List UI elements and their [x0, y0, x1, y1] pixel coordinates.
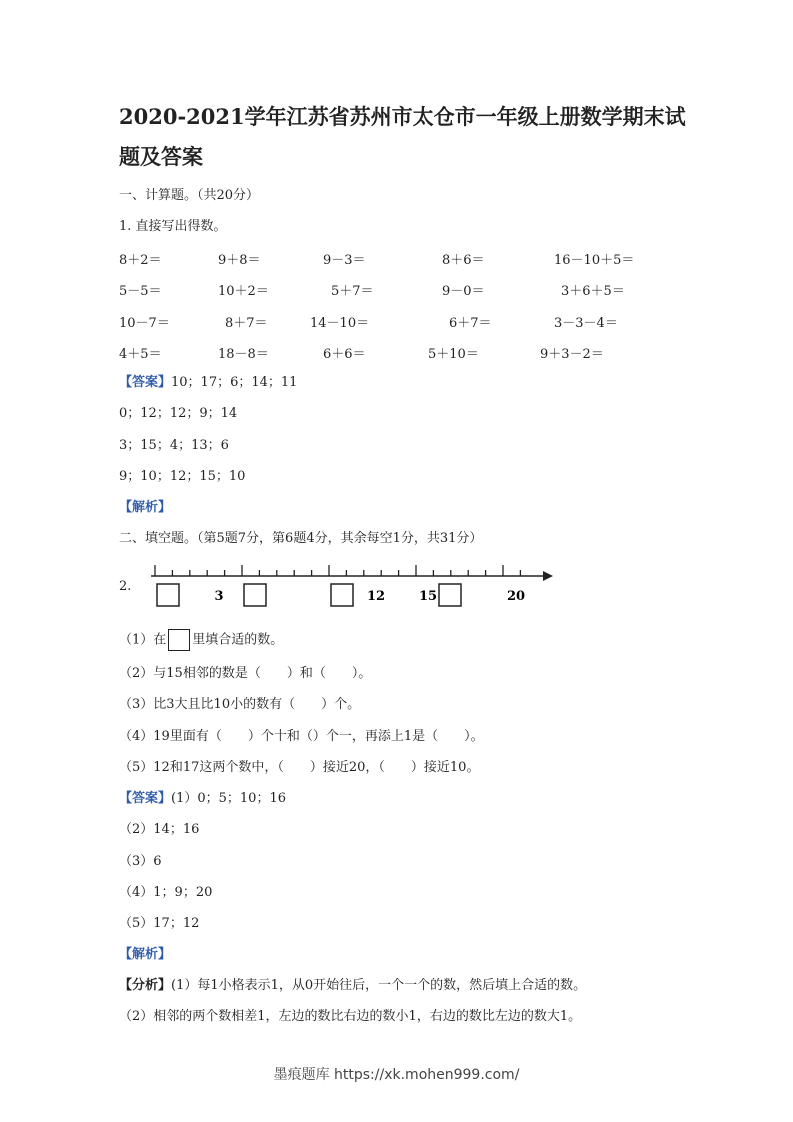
sub-question-5: （5）12和17这两个数中，（ ）接近20，（ ）接近10。: [119, 760, 480, 775]
calc-item: 16－10＋5＝: [554, 253, 635, 268]
number-line-figure: [145, 562, 557, 608]
answer-box: [168, 629, 190, 651]
calc-item: 18－8＝: [218, 347, 269, 362]
analysis-line-1: [119, 977, 586, 995]
calc-row: [0, 312, 793, 330]
calc-item: 8＋2＝: [119, 253, 162, 268]
calc-item: 9＋3－2＝: [540, 347, 604, 362]
title-line-2: 题及答案: [119, 144, 203, 169]
answer-line: 9；10；12；15；10: [119, 469, 246, 484]
answer-block-1: [119, 374, 297, 392]
calc-row: [0, 343, 793, 361]
sub-question-2: （2）与15相邻的数是（ ）和（ ）。: [119, 666, 372, 681]
analysis-tag: 【解析】: [119, 500, 172, 515]
calc-row: [0, 249, 793, 267]
answer-tag: 【答案】: [119, 375, 172, 390]
sub1-suffix: 里填合适的数。: [192, 632, 284, 648]
calc-item: 6＋7＝: [449, 316, 492, 331]
answer-tag: 【答案】: [119, 791, 172, 806]
fenxi-text: (1）每1小格表示1，从0开始往后，一个一个的数，然后填上合适的数。: [171, 978, 587, 993]
analysis-tag: 【解析】: [119, 947, 172, 962]
section2-heading: 二、填空题。（第5题7分，第6题4分，其余每空1分，共31分）: [119, 531, 483, 546]
analysis-line-2: （2）相邻的两个数相差1，左边的数比右边的数小1，右边的数比左边的数大1。: [119, 1009, 582, 1024]
number-label: 15: [418, 589, 438, 604]
answer-line: （5）17；12: [119, 916, 200, 931]
sub-question-1: [119, 629, 283, 651]
calc-item: 9－3＝: [323, 253, 366, 268]
calc-item: 5＋10＝: [428, 347, 479, 362]
calc-item: 5－5＝: [119, 284, 162, 299]
answer-line: 3；15；4；13；6: [119, 438, 229, 453]
footer-watermark: 墨痕题库 https://xk.mohen999.com/: [273, 1067, 520, 1083]
sub-question-4: （4）19里面有（ ）个十和（）个一，再添上1是（ ）。: [119, 729, 484, 744]
answer-line: （3）6: [119, 854, 162, 869]
answer-line: （4）1；9；20: [119, 885, 213, 900]
calc-item: 5＋7＝: [331, 284, 374, 299]
calc-item: 6＋6＝: [323, 347, 366, 362]
sub1-prefix: （1）在: [119, 632, 167, 648]
calc-item: 8＋6＝: [442, 253, 485, 268]
answer-line: (1）0；5；10；16: [171, 791, 286, 806]
blank-box: [439, 584, 461, 606]
sub-question-3: （3）比3大且比10小的数有（ ）个。: [119, 697, 361, 712]
number-label: 20: [506, 589, 526, 604]
calc-item: 9－0＝: [442, 284, 485, 299]
calc-item: 10－7＝: [119, 316, 170, 331]
number-line-arrow: [543, 571, 553, 581]
blank-box: [244, 584, 266, 606]
calc-item: 14－10＝: [310, 316, 370, 331]
fenxi-tag: 【分析】: [119, 978, 172, 993]
calc-item: 3＋6＋5＝: [561, 284, 625, 299]
calc-item: 10＋2＝: [218, 284, 269, 299]
blank-box: [157, 584, 179, 606]
number-label: 3: [214, 589, 224, 604]
document-title: [119, 97, 719, 177]
number-label: 12: [366, 589, 386, 604]
answer-line: （2）14；16: [119, 822, 200, 837]
question-1-prompt: 1. 直接写出得数。: [119, 219, 227, 234]
blank-box: [331, 584, 353, 606]
calc-item: 4＋5＝: [119, 347, 162, 362]
question-2-number: 2.: [119, 579, 132, 594]
answer-block-2: [119, 790, 286, 808]
section1-heading: 一、计算题。（共20分）: [119, 188, 260, 203]
calc-item: 9＋8＝: [218, 253, 261, 268]
answer-line: 0；12；12；9；14: [119, 406, 238, 421]
title-line-1: 2020-2021学年江苏省苏州市太仓市一年级上册数学期末试: [119, 104, 686, 129]
calc-item: 8＋7＝: [225, 316, 268, 331]
calc-row: [0, 280, 793, 298]
calc-item: 3－3－4＝: [554, 316, 618, 331]
answer-line: 10；17；6；14；11: [171, 375, 298, 390]
